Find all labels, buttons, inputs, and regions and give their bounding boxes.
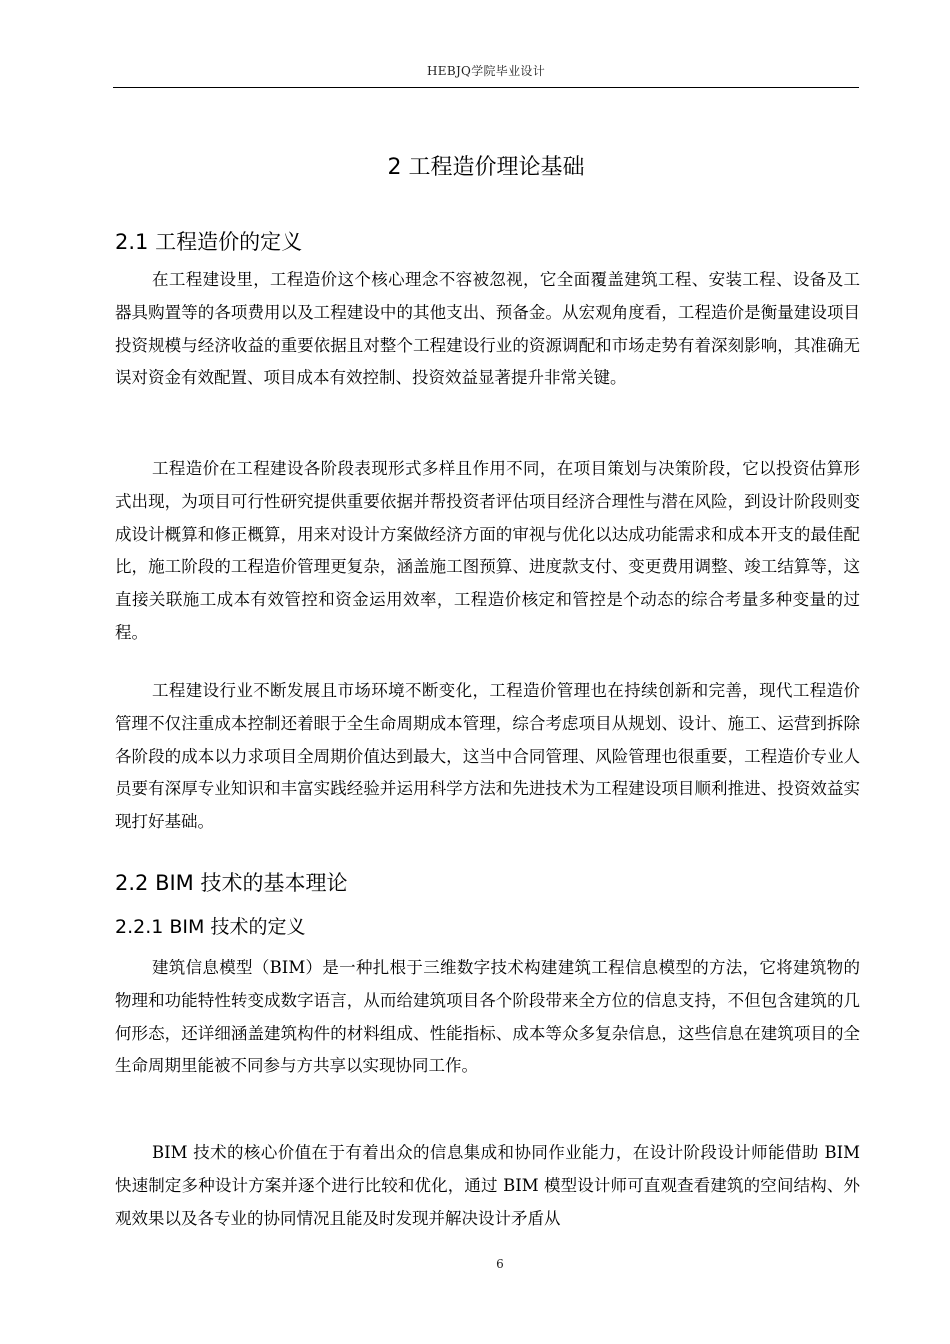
paragraph-2-2-1-1: 建筑信息模型（BIM）是一种扎根于三维数字技术构建建筑工程信息模型的方法，它将建筑物的物理和功能特性转变成数字语言，从而给建筑项目各个阶段带来全方位的信息支持，不但包含建筑的几何形态，还详细涵盖建筑构件的材料组成、性能指标、成本等众多复杂信息，这些信息在建筑项目的全生命周期里能被不同参与方共享以实现协同工作。 — [115, 958, 860, 1076]
header-divider — [113, 87, 859, 88]
running-header: HEBJQ学院毕业设计 — [427, 64, 545, 78]
chapter-title: 2 工程造价理论基础 — [387, 155, 585, 180]
page-number: 6 — [496, 1257, 504, 1271]
paragraph-2-2-1-2: BIM 技术的核心价值在于有着出众的信息集成和协同作业能力，在设计阶段设计师能借助 BIM 快速制定多种设计方案并逐个进行比较和优化，通过 BIM 模型设计师可直观查看建筑的空间结构、外观效果以及各专业的协同情况且能及时发现并解决设计矛盾从 — [115, 1143, 860, 1228]
paragraph-2-1-3: 工程建设行业不断发展且市场环境不断变化，工程造价管理也在持续创新和完善，现代工程造价管理不仅注重成本控制还着眼于全生命周期成本管理，综合考虑项目从规划、设计、施工、运营到拆除各阶段的成本以力求项目全周期价值达到最大，这当中合同管理、风险管理也很重要，工程造价专业人员要有深厚专业知识和丰富实践经验并运用科学方法和先进技术为工程建设项目顺利推进、投资效益实现打好基础。 — [115, 681, 860, 832]
section-heading-2-2-1: 2.2.1 BIM 技术的定义 — [115, 916, 306, 938]
section-heading-2-1: 2.1 工程造价的定义 — [115, 230, 303, 254]
paragraph-2-1-1: 在工程建设里，工程造价这个核心理念不容被忽视，它全面覆盖建筑工程、安装工程、设备及工器具购置等的各项费用以及工程建设中的其他支出、预备金。从宏观角度看，工程造价是衡量建设项目投资规模与经济收益的重要依据且对整个工程建设行业的资源调配和市场走势有着深刻影响，其准确无误对资金有效配置、项目成本有效控制、投资效益显著提升非常关键。 — [115, 270, 860, 388]
section-heading-2-2: 2.2 BIM 技术的基本理论 — [115, 871, 348, 895]
paragraph-2-1-2: 工程造价在工程建设各阶段表现形式多样且作用不同，在项目策划与决策阶段，它以投资估算形式出现，为项目可行性研究提供重要依据并帮投资者评估项目经济合理性与潜在风险，到设计阶段则变成设计概算和修正概算，用来对设计方案做经济方面的审视与优化以达成功能需求和成本开支的最佳配比，施工阶段的工程造价管理更复杂，涵盖施工图预算、进度款支付、变更费用调整、竣工结算等，这直接关联施工成本有效管控和资金运用效率，工程造价核定和管控是个动态的综合考量多种变量的过程。 — [115, 459, 860, 642]
